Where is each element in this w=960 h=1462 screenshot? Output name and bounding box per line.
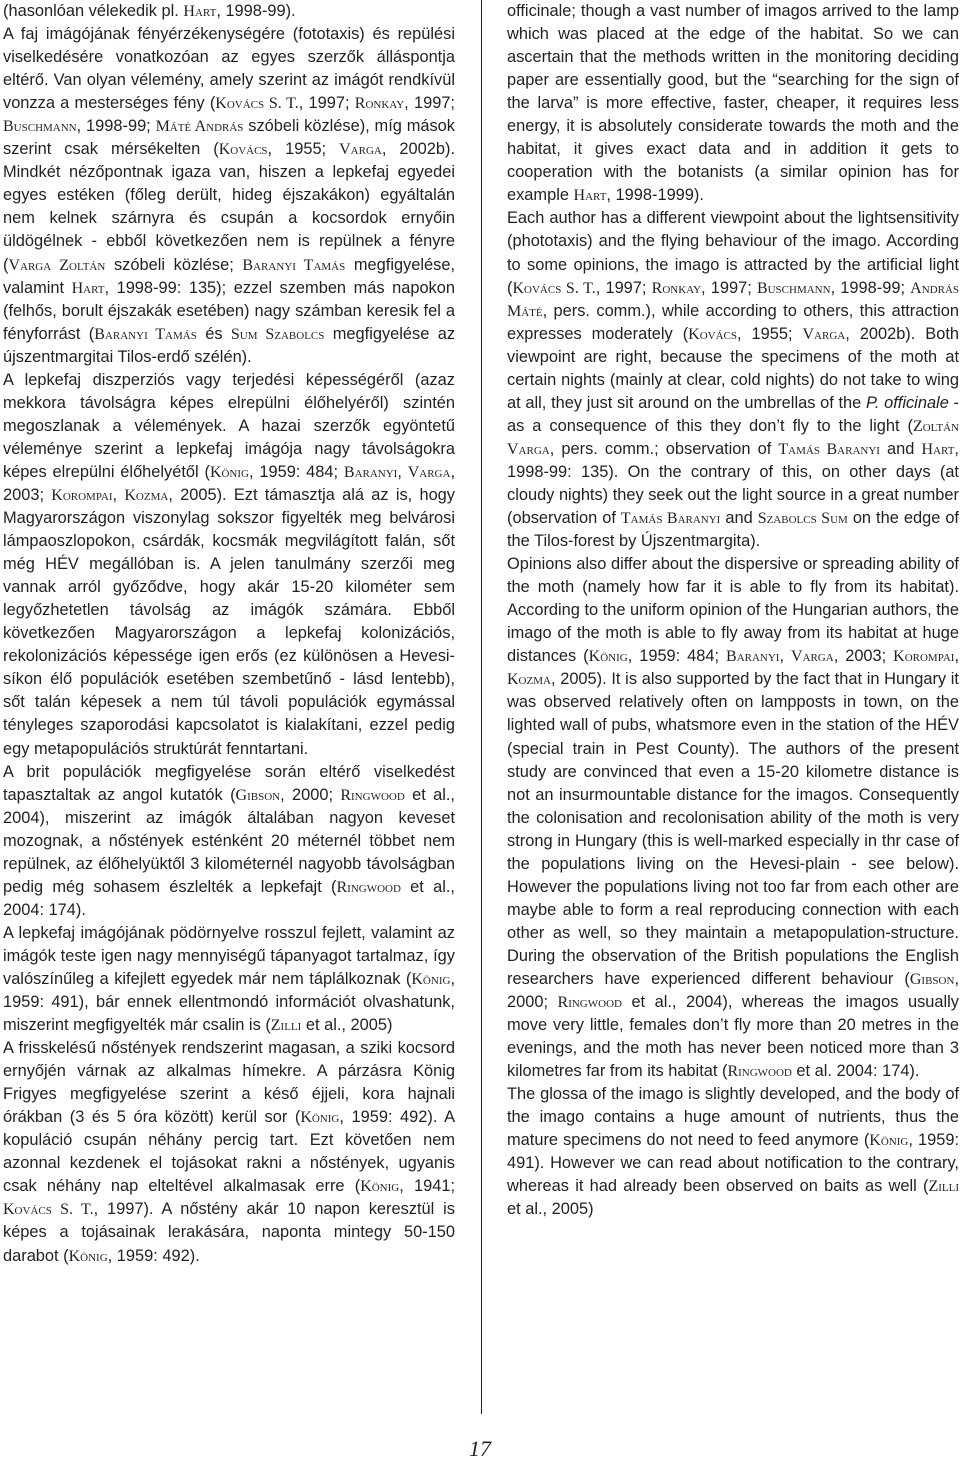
text-run: , 1959: 492). — [107, 1246, 200, 1265]
text-run: , pers. comm.), while according to others, this attraction expresses moderately ( — [507, 301, 959, 343]
text-run: et al. 2004: 174). — [791, 1062, 920, 1081]
text-run: , 1998-99: 135); ezzel szemben más napokon (felhős, borult éjszakák esetében) nagy számban keresik fel a fényforrást ( — [3, 278, 455, 343]
author-name: Varga — [790, 648, 834, 666]
text-run: , 1997; — [701, 278, 757, 297]
text-run: , 1959: 491). However we can read about notification to the contrary, whereas it had already been observed on baits as well ( — [507, 1131, 959, 1196]
author-name: König — [209, 463, 249, 481]
author-name: Hart — [183, 3, 217, 20]
text-run: and — [879, 439, 922, 458]
author-name: Ringwood — [557, 994, 622, 1012]
author-name: Zoltán Varga — [507, 417, 959, 458]
author-name: Kozma — [124, 486, 169, 504]
text-run: , 1959: 492). A kopuláció csupán néhány percig tart. Ezt követően nem azonnal kezdenek el tojásokat rakni a nőstények, ugyanis csak néhány nap elteltével alkalmasak erre ( — [3, 1108, 455, 1196]
text-run: , 2002b). Both viewpoint are right, because the specimens of the moth at certain nights (mainly at clear, cold nights) do not take to wing at all, they just sit around on the umbrellas of the — [507, 324, 959, 412]
text-run: , 2003; — [833, 647, 894, 666]
author-name: Kozma — [507, 671, 551, 689]
author-name: Korompai — [893, 648, 955, 666]
text-run: , 1959: 484; — [627, 647, 727, 666]
text-run: Opinions also differ about the dispersive or spreading ability of the moth (namely how far it is able to fly from its habitat). According to the uniform opinion of the Hungarian authors, the imago of the moth is able to fly away from its habitat at huge distances ( — [507, 555, 959, 666]
text-run: megfigyelése az újszentmargitai Tilos-erdő szélén). — [3, 324, 456, 366]
author-name: Baranyi Tamás — [94, 325, 197, 343]
author-name: König — [588, 648, 628, 666]
text-run: , 1997; — [595, 278, 652, 297]
author-name: Buschmann — [3, 118, 77, 136]
author-name: Kovács — [218, 141, 268, 159]
text-run: , — [954, 647, 959, 666]
text-run: , 1955; — [267, 140, 340, 159]
text-run: A brit populációk megfigyelése során eltérő viselkedést tapasztaltak az angol kutatók ( — [3, 762, 455, 804]
text-run: A lepkefaj diszperziós vagy terjedési képességéről (azaz mekkora távolságra képes elrepülni élőhelyéről) szintén megoszlanak a vélemények. A hazai szerzők egyöntetű véleménye szerint a lepkefaj imágója nagy távolságokra képes elrepülni élőhelyétől ( — [3, 370, 455, 481]
paragraph — [507, 1083, 959, 1221]
author-name: König — [68, 1247, 108, 1265]
text-run: , 1955; — [737, 324, 803, 343]
paragraph — [3, 1037, 455, 1267]
author-name: Zilli — [270, 1017, 302, 1035]
text-run: , 1998-99: 135). On the contrary of this, on other days (at cloudy nights) they seek out the light source in a great number (observation of — [507, 439, 959, 528]
text-run: et al., 2005) — [507, 1200, 594, 1219]
author-name: König — [411, 970, 451, 988]
author-name: Sum Szabolcs — [230, 325, 325, 343]
text-run: , — [112, 485, 125, 504]
author-name: Buschmann — [756, 279, 831, 297]
author-name: Varga — [339, 141, 382, 159]
text-run: , — [779, 647, 791, 666]
text-run: , 1959: 491), bár ennek ellentmondó információt olvashatunk, miszerint megfigyelték már csalin is ( — [3, 969, 455, 1035]
author-name: Kovács S. T. — [512, 279, 596, 297]
text-run: et al., 2005) — [301, 1016, 393, 1035]
author-name: Zilli — [928, 1178, 959, 1196]
text-run: , 1997; — [404, 94, 455, 113]
text-run: - as a consequence of this they don’t fly to the light ( — [507, 393, 960, 435]
author-name: Hart — [71, 279, 105, 297]
text-run: on the edge of the Tilos-forest by Újszentmargita). — [507, 509, 959, 551]
author-name: Varga — [407, 463, 451, 481]
hungarian-text-column — [3, 0, 455, 1268]
text-run: , 2000; — [507, 969, 959, 1012]
paragraph — [507, 553, 959, 1083]
text-run: , 2005). Ezt támasztja alá az is, hogy Magyarországon viszonylag sokszor figyelték meg belvárosi lámpaoszlopokon, csárdák, kocsmák megvilágított falán, sőt még HÉV megállóban is. A jelen tanulmány szerzői meg vannak arról győződve, hogy akár 15-20 kilométer sem legyőzhetetlen távolság az imágók számára. Ebből következően Magyarországon a lepkefaj kolonizációs, rekolonizációs képessége igen erős (ez különösen a Hevesi-síkon élő populációk esetében szembetűnő - lásd lentebb), sőt talán képesek a nem túl távoli populációk egymással tényleges szaporodási kapcsolatot is kialakítani, ezzel pedig egy metapopulációs struktúrát fenntartani. — [3, 485, 455, 758]
page-number: 17 — [469, 1436, 491, 1461]
text-run: , 1997; — [298, 94, 355, 113]
paragraph — [507, 207, 959, 553]
author-name: Hart — [573, 187, 607, 205]
author-name: Varga — [802, 325, 846, 343]
text-run: , 1998-1999). — [606, 186, 704, 205]
author-name: Máté András — [155, 118, 244, 136]
author-name: Baranyi — [726, 648, 780, 666]
author-name: Ringwood — [336, 878, 401, 896]
author-name: Baranyi Tamás — [242, 256, 346, 274]
paragraph — [3, 0, 455, 23]
species-name: P. officinale — [866, 393, 949, 412]
text-run: , 2002b). Mindkét nézőpontnak igaza van, hiszen a lepkefaj egyedei egyes estéken (főleg derült, hideg éjszakákon) egyáltalán nem kelnek szárnyra és csupán a kocsordok ernyőin üldögélnek - ebből következően nem is repülnek a fényre ( — [3, 140, 456, 274]
author-name: Gibson — [909, 970, 955, 988]
author-name: Szabolcs Sum — [757, 510, 848, 528]
author-name: Ringwood — [727, 1063, 792, 1081]
text-run: és — [196, 324, 231, 343]
text-run: The glossa of the imago is slightly developed, and the body of the imago contains a huge amount of nutrients, thus the mature specimens do not need to feed anymore ( — [507, 1085, 959, 1150]
paragraph — [507, 0, 959, 207]
author-name: András Máté — [507, 279, 960, 320]
text-run: szóbeli közlése), míg mások szerint csak mérsékelten ( — [3, 117, 455, 159]
author-name: Ringwood — [340, 786, 405, 804]
author-name: Kovács S. T. — [3, 1201, 94, 1219]
text-run: A faj imágójának fényérzékenységére (fototaxis) és repülési viselkedésére vonatkozóan az egyes szerzők álláspontja eltérő. Van olyan vélemény, amely szerint az imágót rendkívül vonzza a mesterséges fény ( — [3, 25, 455, 113]
text-run: megfigyelése, valamint — [3, 255, 456, 297]
paragraph — [3, 23, 455, 369]
text-run: , 2000; — [280, 785, 341, 804]
text-run: , 2005). It is also supported by the fact that in Hungary it was observed relatively often on lampposts in town, on the lighted wall of pubs, whatsmore even in the station of the HÉV (special train in Pest County). The authors of the present study are convinced that even a 15-20 kilometre distance is not an insurmountable distance for the imagos. Consequently the colonisation and recolonisation ability of the moth is very strong in Hungary (this is well-marked especially in thr case of the populations living on the Hevesi-plain - see below). However the populations living not too far from each other are maybe able to form a real reproducing connection with each other as well, so they maintain a metapopulation-structure. During the observation of the British populations the English researchers have experienced different behaviour ( — [507, 670, 959, 988]
text-run: , pers. comm.; observation of — [549, 439, 779, 458]
author-name: König — [300, 1109, 340, 1127]
text-run: , 1998-99; — [830, 278, 911, 297]
author-name: Tamás Baranyi — [620, 510, 721, 528]
text-run: Each author has a different viewpoint about the lightsensitivity (phototaxis) and the flying behaviour of the imago. According to some opinions, the imago is attracted by the artificial light ( — [507, 209, 959, 297]
author-name: Ronkay — [651, 279, 702, 297]
paragraph — [3, 369, 455, 761]
text-run: et al., 2004), whereas the imagos usually move very little, females don’t fly more than 20 metres in the evenings, and the moth has never been noticed more than 3 kilometres far from its habitat ( — [507, 993, 959, 1081]
author-name: Korompai — [51, 486, 113, 504]
text-run: (hasonlóan vélekedik pl. — [3, 2, 184, 20]
text-run: , 1997). A nőstény akár 10 napon keresztül is képes a tojásainak lerakására, naponta mintegy 50-150 darabot ( — [3, 1200, 455, 1265]
author-name: Tamás Baranyi — [778, 440, 880, 458]
text-run: officinale; though a vast number of imagos arrived to the lamp which was placed at the edge of the habitat. So we can ascertain that the methods written in the monitoring deciding paper are essentially good, but the “searching for the sign of the larva” is more effective, faster, cheaper, it requires less energy, it is absolutely considerate towards the moth and the habitat, it gives exact data and in addition it gets to cooperation with the botanists (a similar opinion has for example — [507, 2, 959, 205]
text-run: A frisskelésű nőstények rendszerint magasan, a sziki kocsord ernyőjén várnak az alkalmas hímekre. A párzásra König Frigyes megfigyelése szerint a késő éjjeli, kora hajnali órákban (3 és 5 óra között) kerül sor ( — [3, 1039, 455, 1127]
text-run: , 1998-99; — [76, 117, 156, 136]
text-run: szóbeli közlése; — [105, 255, 243, 274]
author-name: König — [360, 1178, 400, 1196]
author-name: Ronkay — [354, 95, 405, 113]
text-run: , 1998-99). — [216, 2, 296, 20]
column-divider — [481, 0, 482, 1414]
text-run: , — [397, 462, 408, 481]
text-run: , 1959: 484; — [249, 462, 344, 481]
text-run: et al., 2004), miszerint az imágók általában nagyon keveset mozognak, a nőstények esténként 20 méternél többet nem repülnek, az élőhelyüktől 3 kilométernél nagyobb távolságban pedig még sohasem észlelték a lepkefajt ( — [3, 785, 455, 896]
author-name: Varga Zoltán — [8, 256, 106, 274]
author-name: Gibson — [235, 786, 281, 804]
author-name: Baranyi — [343, 463, 398, 481]
author-name: König — [869, 1132, 909, 1150]
author-name: Hart — [921, 440, 955, 458]
text-run: and — [720, 509, 758, 528]
english-text-column — [507, 0, 959, 1221]
text-run: A lepkefaj imágójának pödörnyelve rosszul fejlett, valamint az imágók teste igen nagy mennyiségű tápanyagot tartalmaz, így valószínűleg a kifejlett egyedek már nem táplálkoznak ( — [3, 923, 455, 988]
text-run: et al., 2004: 174). — [3, 877, 455, 919]
author-name: Kovács S. T. — [215, 95, 299, 113]
text-run: , 2003; — [3, 462, 455, 504]
paragraph — [3, 761, 455, 922]
text-run: , 1941; — [399, 1177, 455, 1196]
author-name: Kovács — [688, 325, 737, 343]
paragraph — [3, 922, 455, 1037]
